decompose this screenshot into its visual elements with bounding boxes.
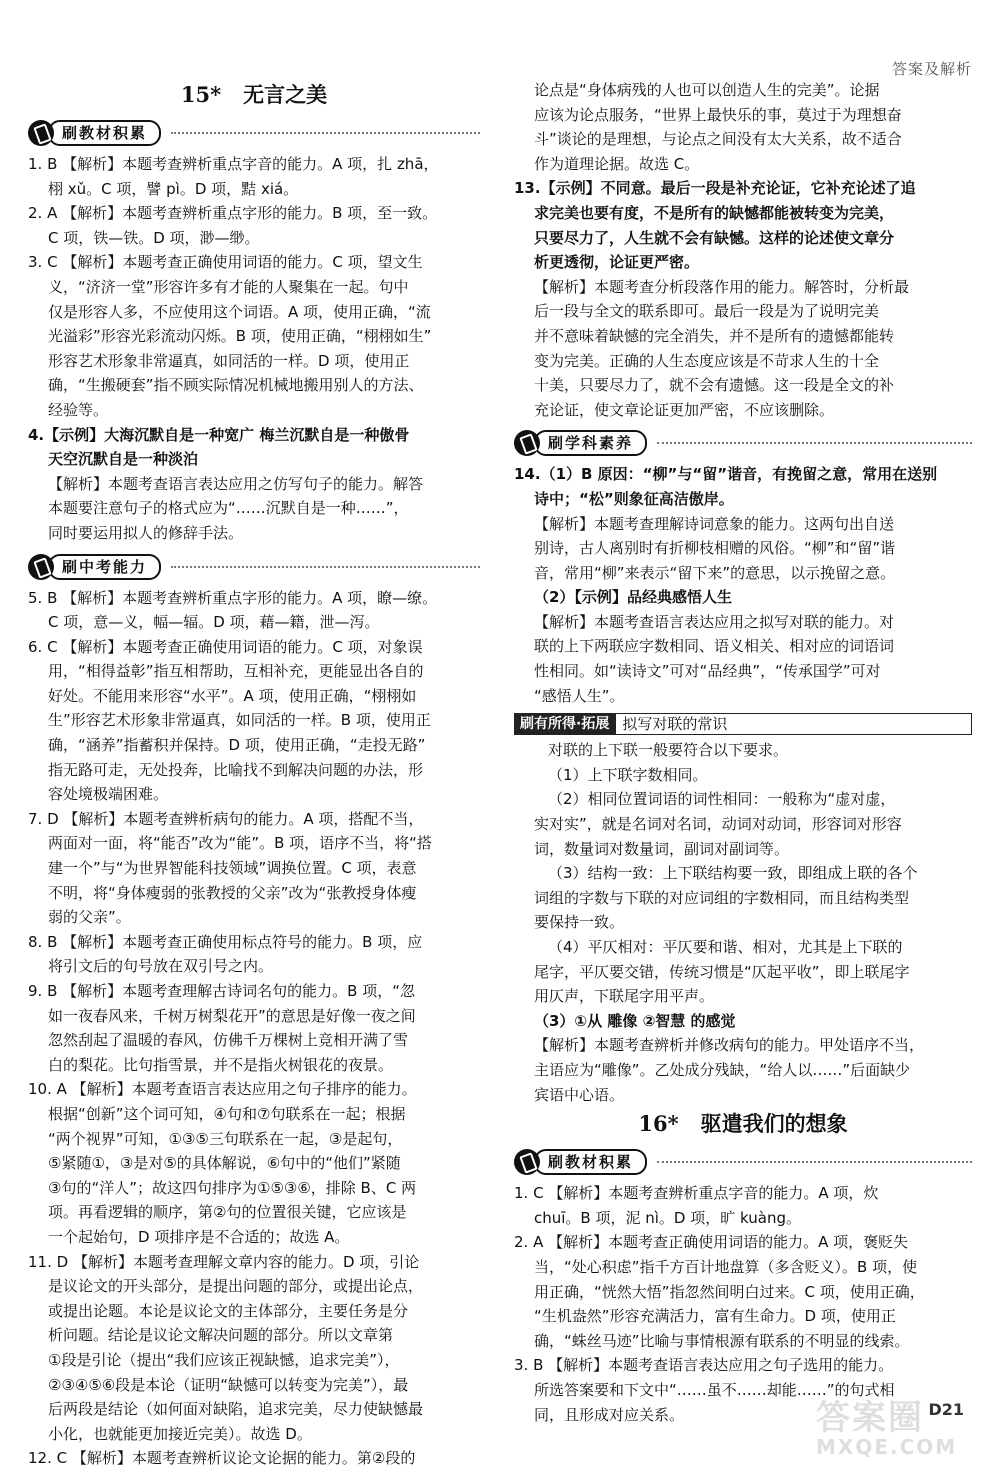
answer-q12-continued: 论点是“身体病残的人也可以创造人生的完美”。论据 应该为论点服务，“世界上最快乐的事，莫过于为理想奋 斗”谈论的是理想，与论点之间没有太大关系，故不适合 作为道理论据。故选 C。 [534,81,902,173]
pencil-badge-icon [28,554,54,580]
answer-q7: 7. D 【解析】本题考查辨析病句的能力。A 项，搭配不当， 两面对一面，将“能否”改为“能”。B 项，语序不当，将“搭 建一个”与“为世界智能科技领域”调换位置。C 项，表意 不明，将“身体瘦弱的张教授的父亲”改为“张教授身体瘦 弱的父亲”。 [28,809,432,927]
tip-box-header [514,712,972,736]
tip-tag: 刷有所得·拓展 [514,713,615,735]
dotted-divider [171,132,480,134]
answer-16-q1: 1. C 【解析】本题考查辨析重点字音的能力。A 项，炊 chuī。B 项，泥 nì。D 项，旷 kuàng。 [514,1184,879,1227]
answer-q13: 13.【示例】不同意。最后一段是补充论证，它补充论述了追 求完美也要有度，不是所有的缺憾都能被转变为完美， 只要尽力了，人生就不会有缺憾。这样的论述使文章分 析更透彻，论证更严密。 【解析】本题考查分析段落作用的能力。解答时，分析最 后一段与全文的联系即可。最后一段是为了说明完美 并不意味着缺憾的完全消失，并不是所有的遗憾都能转 变为完美。正确的人生态度应该是不苛求人生的十全 十美，只要尽力了，就不会有遗憾。这一段是全文的补 充论证，使文章论证更加严密，不应该删除。 [514,179,916,419]
answer-q11: 11. D 【解析】本题考查理解文章内容的能力。D 项，引论 是议论文的开头部分，是提出问题的部分，或提出论点， 或提出论题。本论是议论文的主体部分，主要任务是分 析问题。结论是议论文解决问题的部分。所以文章第 ①段是引论（提出“我们应该正视缺憾，追求完美”）， ②③④⑤⑥段是本论（证明“缺憾可以转变为完美”），最 后两段是结论（如何面对缺陷，追求完美，尽力使缺憾最 小化，也就能更加接近完美）。故选 D。 [28,1252,424,1443]
answer-q14: 14.（1）B 原因：“柳”与“留”谐音，有挽留之意，常用在送别 诗中；“松”则象征高洁傲岸。 【解析】本题考查理解诗词意象的能力。这两句出自送 别诗，古人离别时有折柳枝相赠的风俗。“柳”和“留”谐 音，常用“柳”来表示“留下来”的意思，以示挽留之意。 （2）【示例】品经典感悟人生 【解析】本题考查语言表达应用之拟写对联的能力。对 联的上下两联应字数相同、语义相关、相对应的词语词 性相同。如“读诗文”可对“品经典”，“传承国学”可对 “感悟人生”。 [514,465,938,705]
dotted-divider [657,1161,972,1163]
answer-q12: 12. C 【解析】本题考查辨析议论文论据的能力。第②段的 [28,1449,416,1468]
lesson-number: 15* [180,82,222,107]
header-label: 答案及解析 [891,60,972,78]
answer-16-q2: 2. A 【解析】本题考查正确使用词语的能力。A 项，褒贬失 当，“处心积虑”指千方百计地盘算（多含贬义）。B 项，使 用正确，“恍然大悟”指忽然间明白过来。C 项，使用正确， “生机盎然”形容充满活力，富有生命力。D 项，使用正 确，“蛛丝马迹”比喻与事情根源有联系的不明显的线索。 [514,1233,925,1350]
answer-q14-part3: （3）①从 雕像 ②智慧 的感觉 【解析】本题考查辨析并修改病句的能力。甲处语序不当， 主语应为“雕像”。乙处成分残缺，“给人以……”后面缺少 宾语中心语。 [534,1011,925,1104]
answer-q2: 2. A 【解析】本题考查辨析重点字形的能力。B 项，至一致。 C 项，铁—铁。D 项，渺—缈。 [28,204,438,247]
page-number: D21 [928,1400,964,1419]
dotted-divider [657,442,972,444]
section-banner-jiaocai [28,118,480,148]
answer-q8: 8. B 【解析】本题考查正确使用标点符号的能力。B 项，应 将引文后的句号放在双引号之内。 [28,932,423,976]
section-banner-jiaocai-16 [514,1147,972,1177]
answer-16-q3: 3. B 【解析】本题考查语言表达应用之句子选用的能力。 所选答案要和下文中“……虽不……却能……”的句式相 同，且形成对应关系。 [514,1356,895,1424]
section-label: 刷中考能力 [48,554,161,580]
dotted-divider [171,566,480,568]
lesson-16-title [514,1107,972,1141]
section-banner-xueke [514,428,972,458]
section-label: 刷教材积累 [48,120,161,146]
lesson-15-title [28,78,480,112]
answer-q9: 9. B 【解析】本题考查理解古诗词名句的能力。B 项，“忽 如一夜春风来，千树万树梨花开”的意思是好像一夜之间 忽然刮起了温暖的春风，仿佛千万棵树上竞相开满了雪 白的梨花。比句指雪景，并不是指火树银花的夜景。 [28,982,416,1074]
answer-q3: 3. C 【解析】本题考查正确使用词语的能力。C 项，望文生 义，“济济一堂”形容许多有才能的人聚集在一起。句中 仅是形容人多，不应使用这个词语。A 项，使用正确，“流 光溢彩”形容光彩流动闪烁。B 项，使用正确，“栩栩如生” 形容艺术形象非常逼真，如同活的一样。D 项，使用正 确，“生搬硬套”指不顾实际情况机械地搬用别人的方法、 经验等。 [28,253,432,419]
pencil-badge-icon [514,430,540,456]
pencil-badge-icon [514,1149,540,1175]
left-column [28,78,480,1471]
answer-q1: 1. B 【解析】本题考查辨析重点字音的能力。A 项，扎 zhā， 栩 xǔ。C 项，譬 pì。D 项，黠 xiá。 [28,155,439,198]
lesson-title-text: 无言之美 [243,82,328,107]
answer-q5: 5. B 【解析】本题考查辨析重点字形的能力。A 项，瞭—缭。 C 项，意—义，幅—辐。D 项，藉—籍，泄—泻。 [28,588,438,632]
answer-q10: 10. A 【解析】本题考查语言表达应用之句子排序的能力。 根据“创新”这个词可知，④句和⑦句联系在一起；根据 “两个视界”可知，①③⑤三句联系在一起，③是起句， ⑤紧随①，③是对⑤的具体解说，⑥句中的“他们”紧随 ③句的“洋人”；故这四句排序为①⑤③⑥，排除 B、C 两 项。再看逻辑的顺序，第②句的位置很关键，它应该是 一个起始句，D 项排序是不合适的；故选 A。 [28,1080,417,1246]
tip-box-body: 对联的上下联一般要符合以下要求。 （1）上下联字数相同。 （2）相同位置词语的词性相同：一般称为“虚对虚， 实对实”，就是名词对名词，动词对动词，形容词对形容 词，数量词对数量词，副词对副词等。 （3）结构一致：上下联结构要一致，即组成上联的各个 词组的字数与下联的对应词组的字数相同，而且结构类型 要保持一致。 （4）平仄相对：平仄要和谐、相对，尤其是上下联的 尾字，平仄要交错，传统习惯是“仄起平收”，即上联尾字 用仄声，下联尾字用平声。 [534,741,918,1006]
watermark-bottom: MXQE.COM [816,1435,958,1459]
watermark-top: 答案圈 [816,1398,924,1438]
lesson-number: 16* [638,1111,679,1137]
pencil-badge-icon [28,120,54,146]
section-label: 刷学科素养 [534,430,647,456]
answer-q6: 6. C 【解析】本题考查正确使用词语的能力。C 项，对象误 用，“相得益彰”指互相帮助，互相补充，更能显出各自的 好处。不能用来形容“水平”。A 项，使用正确，“栩栩如 生”形容艺术形象非常逼真，如同活的一样。B 项，使用正 确，“涵养”指蓄积并保持。D 项，使用正确，“走投无路” 指无路可走，无处投奔，比喻找不到解决问题的办法，形 容处境极端困难。 [28,637,431,804]
section-banner-zhongkao [28,552,480,582]
lesson-title-text: 驱遣我们的想象 [700,1111,848,1137]
section-label: 刷教材积累 [534,1149,647,1175]
answer-q4: 4.【示例】大海沉默自是一种宽广 梅兰沉默自是一种傲骨 天空沉默自是一种淡泊 【解析】本题考查语言表达应用之仿写句子的能力。解答 本题要注意句子的格式应为“……沉默自是一种……”， 同时要运用拟人的修辞手法。 [28,425,424,542]
right-column [514,78,972,1427]
watermark [816,1390,976,1459]
tip-title: 拟写对联的常识 [615,713,972,735]
